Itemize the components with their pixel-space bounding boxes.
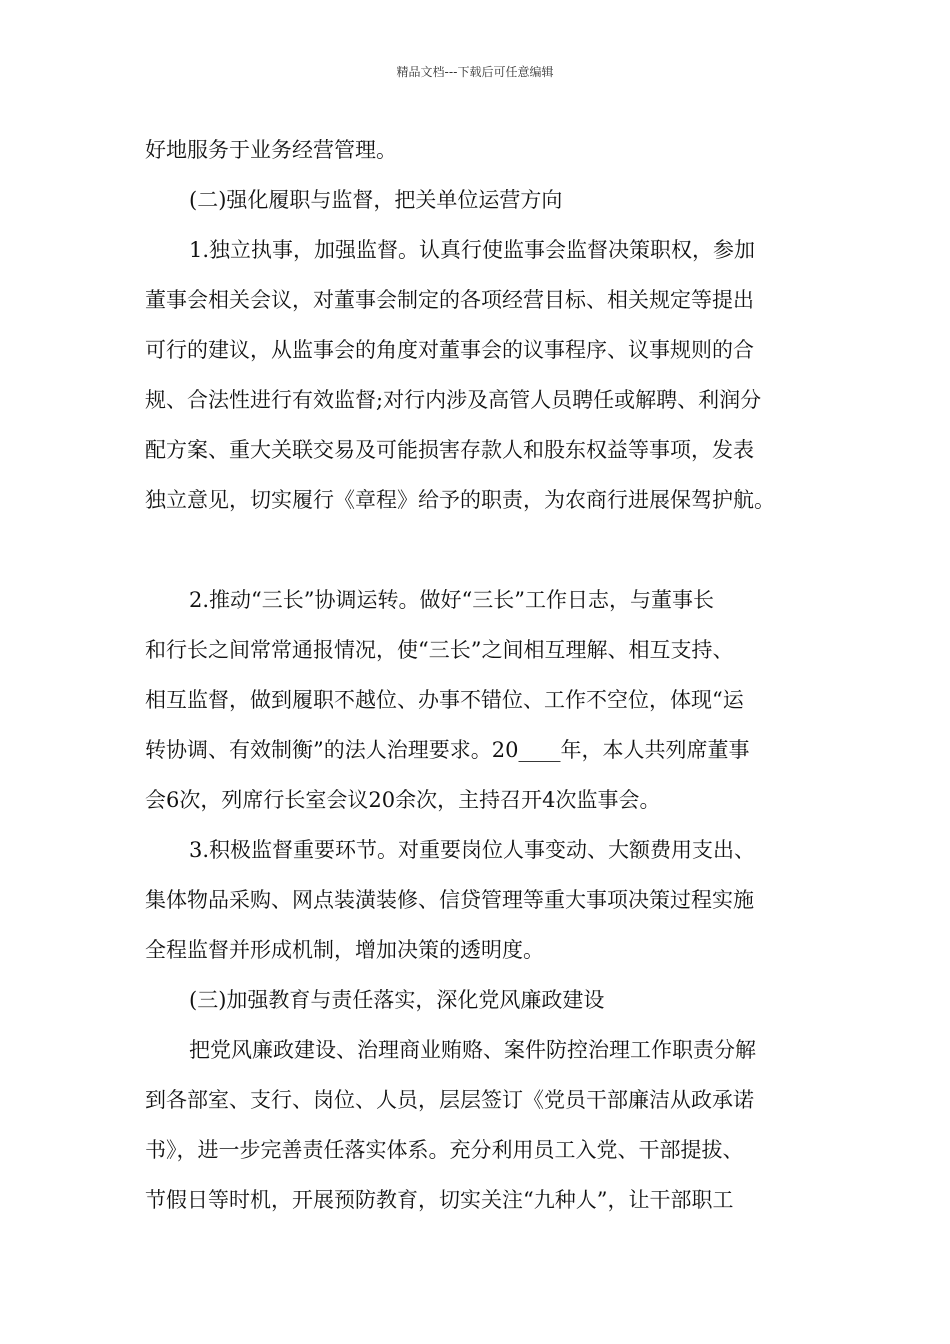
text-line: 董事会相关会议，对董事会制定的各项经营目标、相关规定等提出 bbox=[145, 288, 754, 312]
text-line: 规、合法性进行有效监督;对行内涉及高管人员聘任或解聘、利润分 bbox=[145, 388, 762, 412]
text-line: 可行的建议，从监事会的角度对董事会的议事程序、议事规则的合 bbox=[145, 338, 754, 362]
paragraph-start: 2.推动“三长”协调运转。做好“三长”工作日志，与董事长 bbox=[189, 588, 714, 612]
text-line: 书》，进一步完善责任落实体系。充分利用员工入党、干部提拔、 bbox=[145, 1138, 744, 1162]
text-line: 配方案、重大关联交易及可能损害存款人和股东权益等事项，发表 bbox=[145, 438, 754, 462]
text-line: 相互监督，做到履职不越位、办事不错位、工作不空位，体现“运 bbox=[145, 688, 744, 712]
text-line: 节假日等时机，开展预防教育，切实关注“九种人”，让干部职工 bbox=[145, 1188, 734, 1212]
text-line: 会6次，列席行长室会议20余次，主持召开4次监事会。 bbox=[145, 788, 661, 812]
paragraph-start: 把党风廉政建设、治理商业贿赂、案件防控治理工作职责分解 bbox=[189, 1038, 756, 1062]
text-line: 好地服务于业务经营管理。 bbox=[145, 138, 397, 162]
text-line: 独立意见，切实履行《章程》给予的职责，为农商行进展保驾护航。 bbox=[145, 488, 775, 512]
paragraph-start: 3.积极监督重要环节。对重要岗位人事变动、大额费用支出、 bbox=[189, 838, 756, 862]
text-line: 到各部室、支行、岗位、人员，层层签订《党员干部廉洁从政承诺 bbox=[145, 1088, 754, 1112]
paragraph-gap bbox=[145, 525, 817, 575]
text-line: 全程监督并形成机制，增加决策的透明度。 bbox=[145, 938, 544, 962]
page-header: 精品文档---下载后可任意编辑 bbox=[396, 65, 554, 79]
text-line: 和行长之间常常通报情况，使“三长”之间相互理解、相互支持、 bbox=[145, 638, 734, 662]
text-line: 转协调、有效制衡”的法人治理要求。20____年，本人共列席董事 bbox=[145, 738, 750, 762]
paragraph-start: 1.独立执事，加强监督。认真行使监事会监督决策职权，参加 bbox=[189, 238, 756, 262]
section-heading: (二)强化履职与监督，把关单位运营方向 bbox=[189, 188, 563, 212]
section-heading: (三)加强教育与责任落实，深化党风廉政建设 bbox=[189, 988, 605, 1012]
text-line: 集体物品采购、网点装潢装修、信贷管理等重大事项决策过程实施 bbox=[145, 888, 754, 912]
document-body bbox=[145, 125, 817, 1225]
